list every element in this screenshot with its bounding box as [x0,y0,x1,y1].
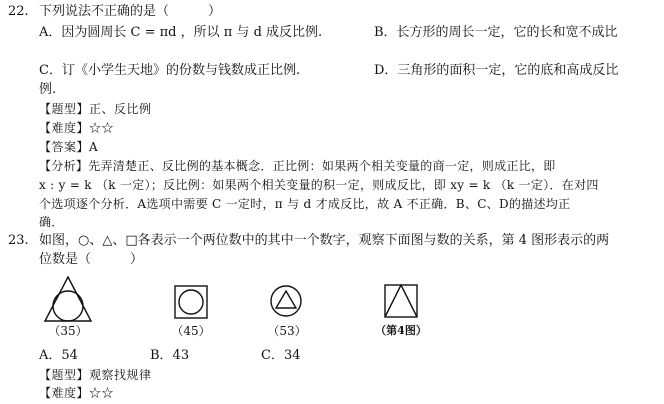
q22-analysis-3: 个选项逐个分析．A选项中需要 C 一定时，π 与 d 才成反比，故 A 不正确．B、C、D的描述均正 [39,197,571,211]
q22-option-c: C．订《小学生天地》的份数与钱数成正比例. [39,63,301,78]
figure-2-caption: （45） [171,324,211,338]
q22-stem: 下列说法不正确的是（ ） [39,4,222,19]
triangle-shape [45,277,91,321]
triangle-shape [276,291,296,308]
q22-analysis-2: x : y = k （k 一定）；反比例：如果两个相关变量的积一定，则成反比，即 xy = k （k 一定）．在对四 [39,178,599,192]
q22-option-tail: 例. [39,82,57,97]
triangle-shape [385,285,417,317]
square-shape [175,286,207,318]
q22-type: 【题型】正、反比例 [39,102,152,116]
figure-4-caption: （第4图） [375,324,427,337]
circle-shape [53,291,83,321]
q22-option-a: A．因为圆周长 C = πd ，所以 π 与 d 成反比例. [39,25,323,40]
q22-analysis-4: 确． [39,215,64,229]
figure-3-triangle-in-circle [269,284,303,318]
q22-option-b: B．长方形的周长一定，它的长和宽不成比 [374,25,618,40]
figure-3-caption: （53） [267,324,307,338]
q22-analysis-1: 【分析】先弄清楚正、反比例的基本概念．正比例：如果两个相关变量的商一定，则成正比，即 [39,159,556,173]
q22-number: 22. [8,4,29,19]
figure-4-triangle-in-square [384,284,418,318]
q22-difficulty: 【难度】☆☆ [39,121,115,135]
figure-2-circle-in-square [174,285,208,319]
q23-type: 【题型】观察找规律 [39,368,152,382]
q23-number: 23. [8,233,29,248]
figure-1-triangle-in-circle [44,276,92,322]
q22-answer: 【答案】A [39,140,99,154]
square-shape [385,285,417,317]
q23-option-c: C．34 [261,348,301,363]
q23-stem-2: 位数是（ ） [39,252,144,267]
q22-option-d: D．三角形的面积一定，它的底和高成反比 [374,63,619,78]
figure-1-caption: （35） [48,324,88,338]
q23-difficulty: 【难度】☆☆ [39,386,115,400]
q23-option-a: A．54 [39,348,78,363]
circle-shape [179,290,203,314]
q23-stem-1: 如图，○、△、□各表示一个两位数中的其中一个数字，观察下面图与数的关系，第 4 图形表示的两 [39,233,610,248]
q23-option-b: B．43 [150,348,190,363]
